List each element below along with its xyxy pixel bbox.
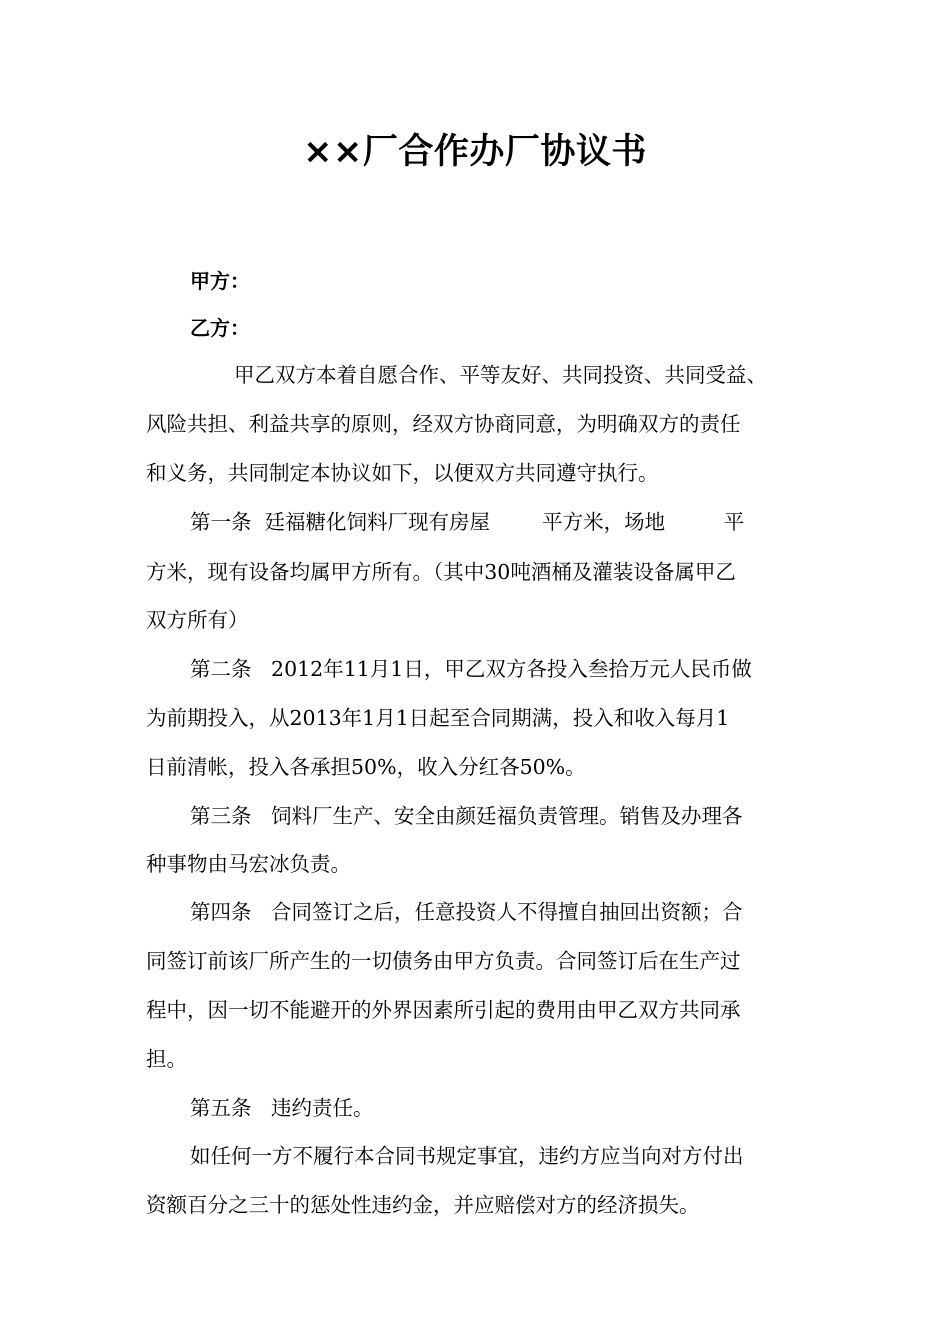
- party-b-label: 乙方：: [190, 316, 250, 340]
- text-line: 第五条 违约责任。: [190, 1096, 374, 1120]
- text-line: 如任何一方不履行本合同书规定事宜，违约方应当向对方付出: [190, 1144, 744, 1168]
- text-line: 双方所有）: [146, 608, 249, 632]
- text-line: 第三条 饲料厂生产、安全由颜廷福负责管理。销售及办理各: [190, 804, 743, 828]
- text-line: 资额百分之三十的惩处性违约金，并应赔偿对方的经济损失。: [146, 1193, 700, 1217]
- text-line: 日前清帐，投入各承担50%，收入分红各50%。: [146, 755, 586, 779]
- text-line: 甲乙双方本着自愿合作、平等友好、共同投资、共同受益、: [234, 363, 767, 387]
- text-line: 担。: [146, 1047, 187, 1071]
- text-line: 方米，现有设备均属甲方所有。（其中30吨酒桶及灌装设备属甲乙: [146, 560, 736, 584]
- text-line: 同签订前该厂所产生的一切债务由甲方负责。合同签订后在生产过: [146, 949, 741, 973]
- party-a-label: 甲方：: [190, 269, 250, 293]
- text-line: 为前期投入，从2013年1月1日起至合同期满，投入和收入每月1: [146, 706, 730, 730]
- text-line: 第四条 合同签订之后，任意投资人不得擅自抽回出资额；合: [190, 900, 743, 924]
- text-line: 第一条 廷福糖化饲料厂现有房屋 平方米，场地 平: [190, 510, 745, 534]
- text-line: 程中，因一切不能避开的外界因素所引起的费用由甲乙双方共同承: [146, 998, 741, 1022]
- document-title: ××厂合作办厂协议书: [303, 132, 647, 172]
- text-line: 种事物由马宏冰负责。: [146, 852, 351, 876]
- text-line: 风险共担、利益共享的原则，经双方协商同意，为明确双方的责任: [146, 412, 741, 436]
- text-line: 和义务，共同制定本协议如下，以便双方共同遵守执行。: [146, 461, 659, 485]
- text-line: 第二条 2012年11月1日，甲乙双方各投入叁拾万元人民币做: [190, 657, 752, 681]
